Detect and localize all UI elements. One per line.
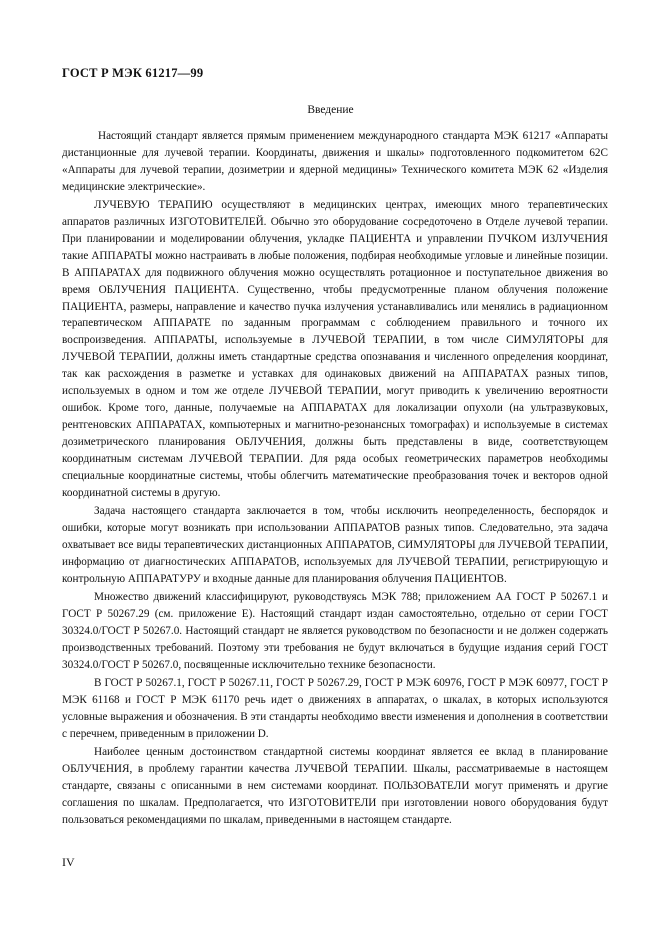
standard-header: ГОСТ Р МЭК 61217—99 xyxy=(62,66,204,80)
paragraph-4: Множество движений классифицируют, руководствуясь МЭК 788; приложением АА ГОСТ Р 50267.1 и ГОСТ Р 50267.29 (см. приложение Е). Настоящий стандарт издан самостоятельно, отдельно от серии ГОСТ 30324.0/ГОСТ Р 50267.0. Настоящий стандарт не является руководством по безопасности и не должен содержать производственных требований. Поэтому эти требования не будут включаться в будущие издания серий ГОСТ 30324.0/ГОСТ Р 50267.0, посвященные исключительно технике безопасности. xyxy=(62,590,608,671)
paragraph-5: В ГОСТ Р 50267.1, ГОСТ Р 50267.11, ГОСТ Р 50267.29, ГОСТ Р МЭК 60976, ГОСТ Р МЭК 60977, ГОСТ Р МЭК 61168 и ГОСТ Р МЭК 61170 речь идет о движениях в аппаратах, о шкалах, в которых используются условные выражения и обозначения. В эти стандарты необходимо ввести изменения и дополнения в соответствии с перечнем, приведенным в приложении D. xyxy=(62,677,608,740)
paragraph-1: Настоящий стандарт является прямым применением международного стандарта МЭК 61217 «Аппараты дистанционные для лучевой терапии. Координаты, движения и шкалы» подготовленного подкомитетом 62С «Аппараты для лучевой терапии, дозиметрии и ядерной медицины» Технического комитета МЭК 62 «Изделия медицинские электрические». xyxy=(62,130,608,193)
paragraph-3: Задача настоящего стандарта заключается в том, чтобы исключить неопределенность, беспорядок и ошибки, которые могут возникать при использовании АППАРАТОВ разных типов. Следовательно, эта задача охватывает все виды терапевтических дистанционных АППАРАТОВ, СИМУЛЯТОРЫ для ЛУЧЕВОЙ ТЕРАПИИ, информацию от диагностических АППАРАТОВ, используемых для ЛУЧЕВОЙ ТЕРАПИИ, регистрирующую и контрольную АППАРАТУРУ и входные данные для планирования облучения ПАЦИЕНТОВ. xyxy=(62,504,608,585)
paragraph-6: Наиболее ценным достоинством стандартной системы координат является ее вклад в планирование ОБЛУЧЕНИЯ, в проблему гарантии качества ЛУЧЕВОЙ ТЕРАПИИ. Шкалы, рассматриваемые в настоящем стандарте, связаны с описанными в нем системами координат. ПОЛЬЗОВАТЕЛИ могут применять и другие соглашения по шкалам. Предполагается, что ИЗГОТОВИТЕЛИ при изготовлении нового оборудования будут пользоваться рекомендациями по шкалам, приведенными в настоящем стандарте. xyxy=(62,746,608,826)
page-number: IV xyxy=(62,855,75,869)
document-body xyxy=(62,128,608,830)
section-title: Введение xyxy=(307,104,354,116)
paragraph-2: ЛУЧЕВУЮ ТЕРАПИЮ осуществляют в медицинских центрах, имеющих много терапевтических аппаратов различных ИЗГОТОВИТЕЛЕЙ. Обычно это оборудование сосредоточено в Отделе лучевой терапии. При планировании и моделировании облучения, укладке ПАЦИЕНТА и управлении ПУЧКОМ ИЗЛУЧЕНИЯ такие АППАРАТЫ можно настраивать в любые положения, подбирая необходимые угловые и линейные позиции. В АППАРАТАХ для подвижного облучения можно осуществлять ротационное и поступательное движения во время ОБЛУЧЕНИЯ ПАЦИЕНТА. Существенно, чтобы предусмотренные планом облучения положение ПАЦИЕНТА, размеры, направление и качество пучка излучения устанавливались или менялись в радиационном терапевтическом АППАРАТЕ по заданным программам с соблюдением правильного и точного их воспроизведения. АППАРАТЫ, используемые в ЛУЧЕВОЙ ТЕРАПИИ, в том числе СИМУЛЯТОРЫ для ЛУЧЕВОЙ ТЕРАПИИ, должны иметь стандартные средства опознавания и численного определения координат, так как расхождения в разметке и уставках для одинаковых движений на АППАРАТАХ разных типов, используемых в одном и том же отделе ЛУЧЕВОЙ ТЕРАПИИ, могут приводить к увеличению вероятности ошибок. Кроме того, данные, получаемые на АППАРАТАХ для локализации опухоли (на ультразвуковых, рентгеновских АППАРАТАХ, компьютерных и магнитно-резонансных томографах) и используемые в системах дозиметрического планирования ОБЛУЧЕНИЯ, должны быть представлены в виде, соответствующем координатным системам ЛУЧЕВОЙ ТЕРАПИИ. Для ряда особых геометрических параметров необходимы специальные координатные системы, чтобы облегчить математические преобразования точек и векторов одной координатной системы в другую. xyxy=(62,199,608,499)
